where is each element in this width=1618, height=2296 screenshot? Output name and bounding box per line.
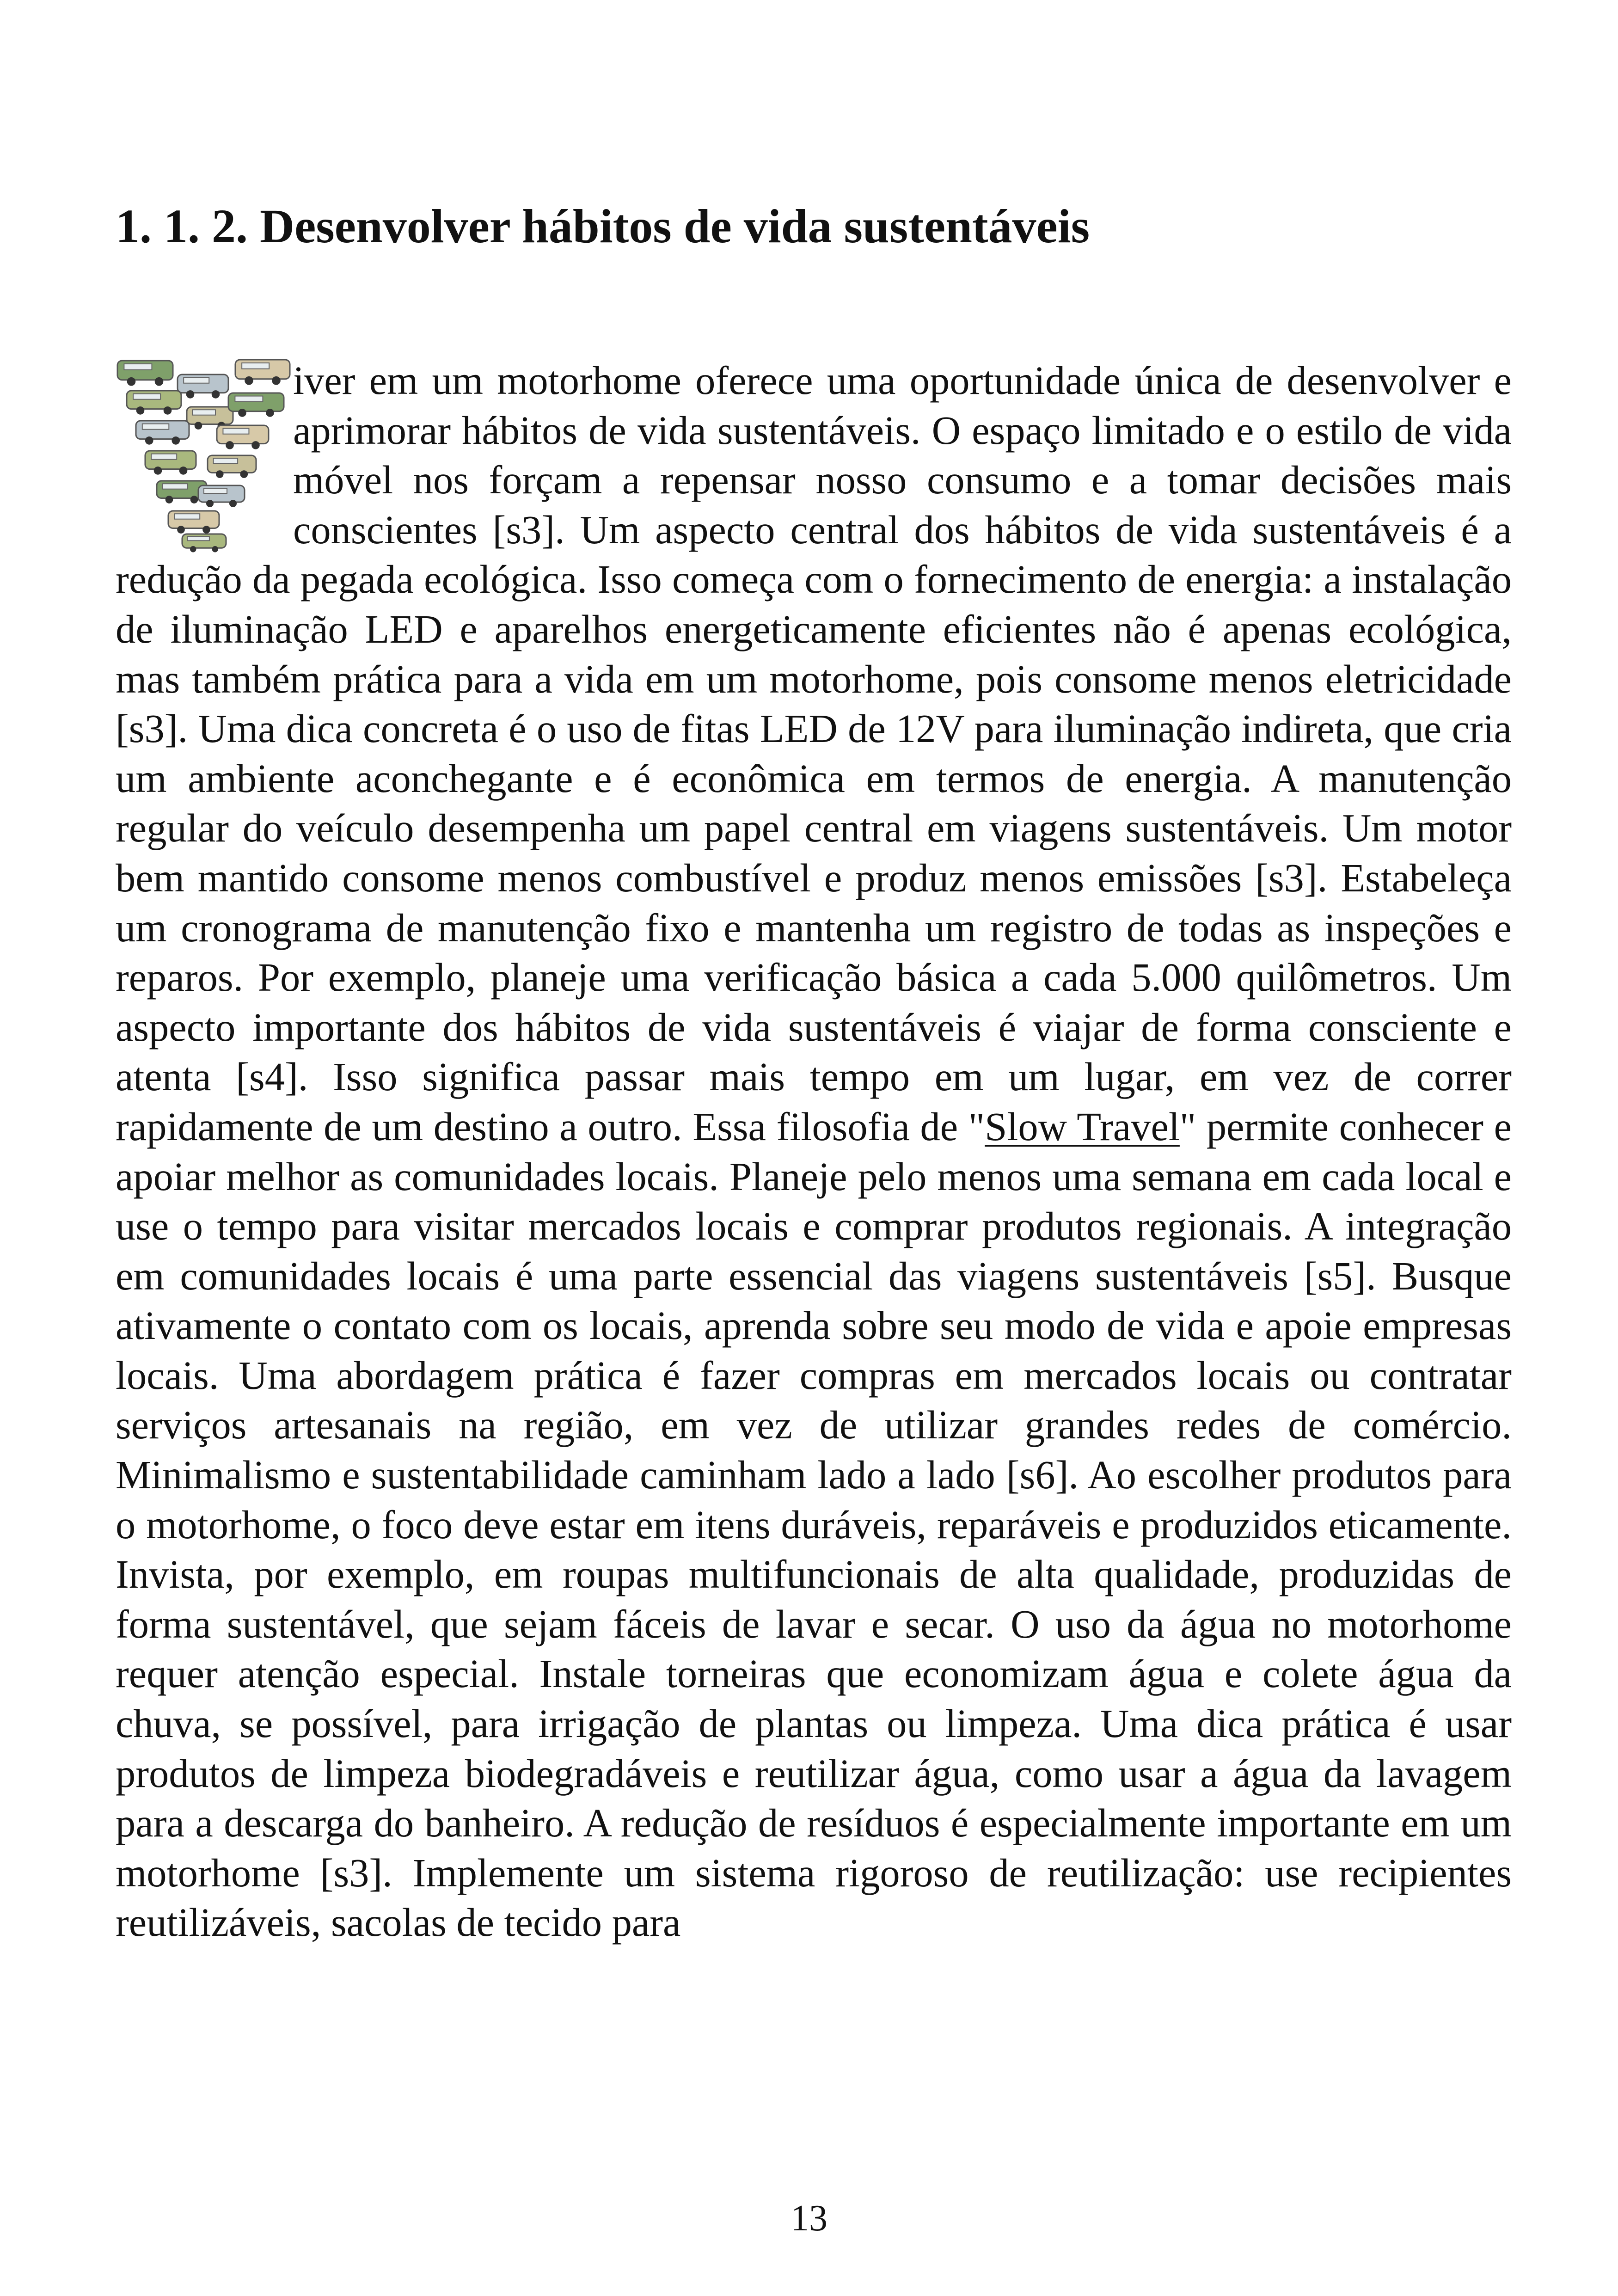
vehicle-icon [127,391,181,415]
slow-travel-link[interactable]: Slow Travel [985,1104,1180,1149]
vehicle-icon [198,485,245,507]
vehicle-icon [182,534,226,552]
body-text-part-2: " permite conhecer e apoiar melhor as comunidades locais. Planeje pelo menos uma semana em cada local e use o tempo para visitar mercados locais e comprar produtos regionais. A integração em comunidades locais é uma parte essencial das viagens sustentáveis [s5]. Busque ativamente o contato com os locais, aprenda sobre seu modo de vida e apoie empresas locais. Uma abordagem prática é fazer compras em mercados locais ou contratar serviços artesanais na região, em vez de utilizar grandes redes de comércio. Minimalismo e sustentabilidade caminham lado a lado [s6]. Ao escolher produtos para o motorhome, o foco deve estar em itens duráveis, reparáveis e produzidos eticamente. Invista, por exemplo, em roupas multifuncionais de alta qualidade, produzidas de forma sustentável, que sejam fáceis de lavar e secar. O uso da água no motorhome requer atenção especial. Instale torneiras que economizam água e colete água da chuva, se possível, para irrigação de plantas ou limpeza. Uma dica prática é usar produtos de limpeza biodegradáveis e reutilizar água, como usar a água da lavagem para a descarga do banheiro. A redução de resíduos é especialmente importante em um motorhome [s3]. Implemente um sistema rigoroso de reutilização: use recipientes reutilizáveis, sacolas de tecido para [116,1104,1512,1945]
drop-cap-v-icon [113,356,293,555]
body-paragraph [116,356,1512,1948]
vehicle-icon [145,451,196,475]
page-number: 13 [791,2198,827,2239]
vehicle-icon [136,421,189,445]
vehicle-icon [178,374,228,399]
vehicle-icon [228,393,284,417]
vehicle-icon [168,511,219,534]
vehicle-icon [235,360,290,385]
vehicle-icon [117,361,173,386]
vehicle-collage-letter-v-icon [113,356,293,555]
body-text-part-1: iver em um motorhome oferece uma oportunidade única de desenvolver e aprimorar hábitos de vida sustentáveis. O espaço limitado e o estilo de vida móvel nos forçam a repensar nosso consumo e a tomar decisões mais conscientes [s3]. Um aspecto central dos hábitos de vida sustentáveis é a redução da pegada ecológica. Isso começa com o fornecimento de energia: a instalação de iluminação LED e aparelhos energeticamente eficientes não é apenas ecológica, mas também prática para a vida em um motorhome, pois consome menos eletricidade [s3]. Uma dica concreta é o uso de fitas LED de 12V para iluminação indireta, que cria um ambiente aconchegante e é econômica em termos de energia. A manutenção regular do veículo desempenha um papel central em viagens sustentáveis. Um motor bem mantido consome menos combustível e produz menos emissões [s3]. Estabeleça um cronograma de manutenção fixo e mantenha um registro de todas as inspeções e reparos. Por exemplo, planeje uma verificação básica a cada 5.000 quilômetros. Um aspecto importante dos hábitos de vida sustentáveis é viajar de forma consciente e atenta [s4]. Isso significa passar mais tempo em um lugar, em vez de correr rapidamente de um destino a outro. Essa filosofia de " [116,358,1512,1149]
vehicle-icon [208,455,256,478]
section-heading: 1. 1. 2. Desenvolver hábitos de vida sustentáveis [116,200,1090,253]
vehicle-icon [217,425,269,449]
